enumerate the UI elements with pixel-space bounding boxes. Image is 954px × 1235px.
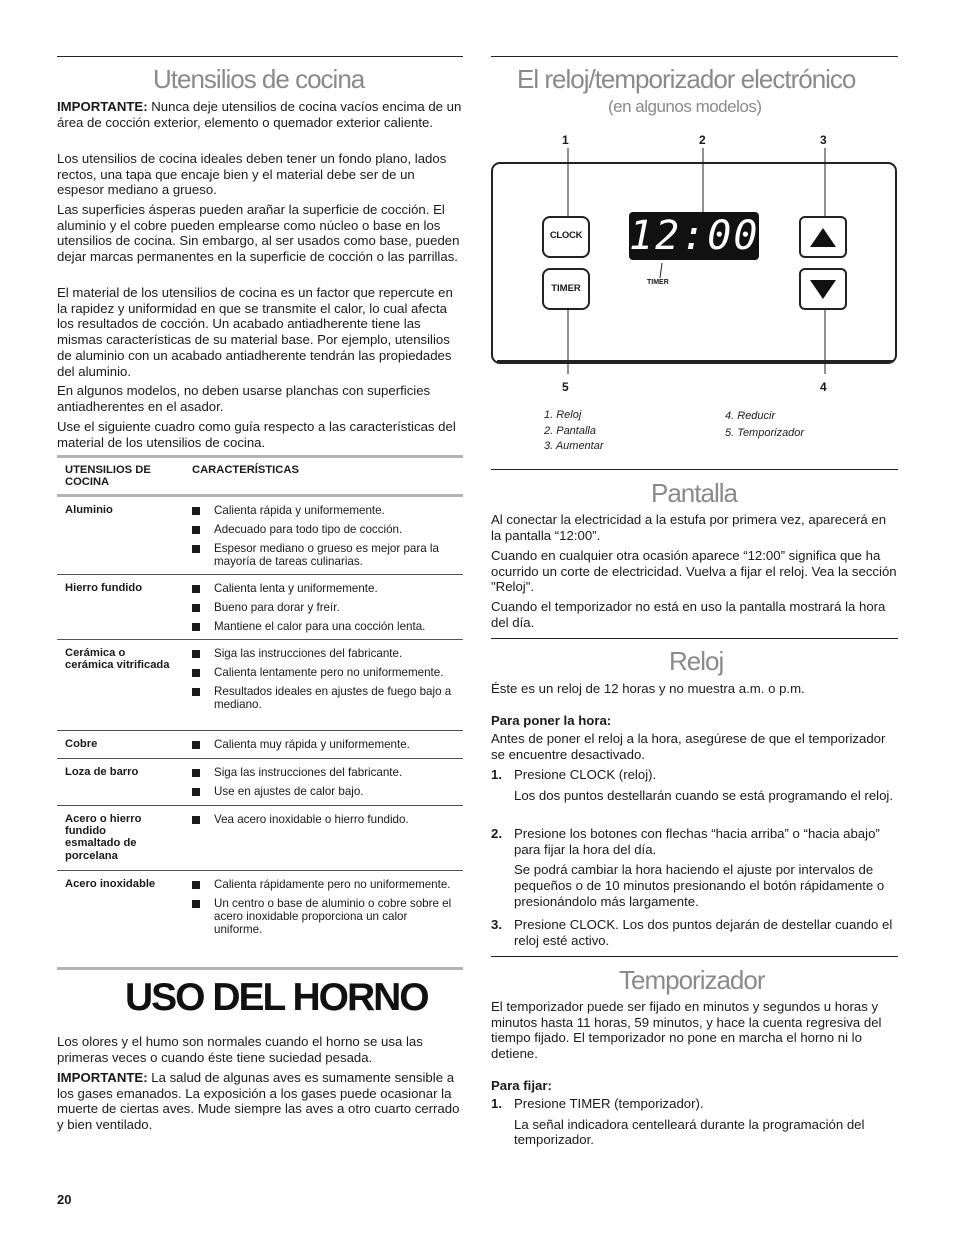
control-panel-diagram	[491, 0, 898, 470]
paragraph: El material de los utensilios de cocina es un factor que repercute en la rapidez y uniformidad en que se transmite el calor, lo cual afecta los resultados de cocción. Un acabado antiadherente tiene las mismas características de su material base. Por ejemplo, utensilios de aluminio con un acabado antiadherente tendrán las propiedades del aluminio.	[57, 285, 453, 379]
clock-button-label: CLOCK	[549, 230, 583, 241]
callout-5: 5	[562, 380, 569, 394]
display-digits: 12:00	[629, 213, 760, 259]
paragraph: En algunos modelos, no deben usarse planchas con superficies antiadherentes en el asador.	[57, 383, 431, 414]
page-section-title: USO DEL HORNO	[125, 976, 428, 1019]
subheading-poner-hora: Para poner la hora:	[491, 713, 612, 728]
paragraph: Las superficies ásperas pueden arañar la superficie de cocción. El aluminio y el cobre pueden emplearse como núcleo o base en los utensilios de cocina. Sin embargo, al ser usados como base, pueden dejar marcas permanentes en la superficie de cocción o las parrillas.	[57, 202, 460, 265]
list-item: 1. Presione CLOCK (reloj). Los dos puntos destellarán cuando se está programando el reloj.	[491, 767, 894, 803]
paragraph: Cuando en cualquier otra ocasión aparece “12:00” significa que ha ocurrido un corte de electricidad. Vuelva a fijar el reloj. Vea la sección "Reloj".	[491, 548, 897, 595]
callout-3: 3	[820, 133, 827, 147]
paragraph: Éste es un reloj de 12 horas y no muestra a.m. o p.m.	[491, 681, 805, 696]
timer-button-label: TIMER	[551, 283, 581, 294]
page-number: 20	[57, 1192, 72, 1207]
section-rule	[491, 956, 898, 957]
section-title-temporizador: Temporizador	[619, 965, 765, 995]
table-row-rule	[57, 758, 463, 759]
paragraph: Al conectar la electricidad a la estufa por primera vez, aparecerá en la pantalla “12:00”.	[491, 512, 887, 543]
table-row-rule	[57, 870, 463, 871]
section-title-pantalla: Pantalla	[651, 478, 737, 508]
table-header-material: UTENSILIOS DE COCINA	[65, 464, 151, 488]
display-caption: TIMER	[647, 279, 669, 286]
paragraph: Los olores y el humo son normales cuando el horno se usa las primeras veces o cuando éste tiene suciedad pesada.	[57, 1034, 423, 1065]
section-title-reloj-temporizador: El reloj/temporizador electrónico	[517, 64, 856, 94]
list-item: 3. Presione CLOCK. Los dos puntos dejarán de destellar cuando el reloj esté activo.	[491, 917, 893, 948]
paragraph: Cuando el temporizador no está en uso la pantalla mostrará la hora del día.	[491, 599, 886, 630]
section-title-utensilios: Utensilios de cocina	[153, 64, 365, 94]
table-header-rule	[57, 494, 463, 497]
callout-2: 2	[699, 133, 706, 147]
table-row-rule	[57, 574, 463, 575]
callout-1: 1	[562, 133, 569, 147]
table-row-rule	[57, 730, 463, 731]
list-item: 2. Presione los botones con flechas “hacia arriba” o “hacia abajo” para fijar la hora del día. Se podrá cambiar la hora haciendo el ajuste por intervalos de pequeños o de 10 minutos presionando el botón rápidamente o presionándolo más largamente.	[491, 826, 885, 909]
section-title-reloj: Reloj	[669, 646, 724, 676]
subheading-para-fijar: Para fijar:	[491, 1078, 552, 1093]
legend-right: 4. Reducir 5. Temporizador	[725, 410, 805, 439]
table-row-rule	[57, 639, 463, 640]
section-subtitle: (en algunos modelos)	[608, 97, 762, 116]
legend-left: 1. Reloj 2. Pantalla 3. Aumentar	[544, 409, 604, 452]
section-rule	[57, 56, 463, 57]
paragraph: IMPORTANTE: Nunca deje utensilios de cocina vacíos encima de un área de cocción exterior, elemento o quemador exterior caliente.	[57, 99, 462, 130]
callout-4: 4	[820, 380, 827, 394]
section-rule	[491, 469, 898, 470]
paragraph: IMPORTANTE: La salud de algunas aves es sumamente sensible a los gases emanados. La exposición a los gases puede ocasionar la muerte de ciertas aves. Mude siempre las aves a otro cuarto cerrado y bien ventilado.	[57, 1070, 460, 1133]
table-row-rule	[57, 805, 463, 806]
paragraph: Los utensilios de cocina ideales deben tener un fondo plano, lados rectos, una tapa que encaje bien y el material debe ser de un espesor mediano a grueso.	[57, 151, 447, 198]
paragraph: Antes de poner el reloj a la hora, asegúrese de que el temporizador se encuentre desactivado.	[491, 731, 886, 762]
paragraph: El temporizador puede ser fijado en minutos y segundos u horas y minutos hasta 11 horas, 59 minutos, y hace la cuenta regresiva del tiempo fijado. El temporizador no pone en marcha el horno ni lo detiene.	[491, 999, 882, 1062]
table-top-rule	[57, 455, 463, 458]
panel-outline	[492, 163, 896, 363]
section-rule	[491, 638, 898, 639]
paragraph: Use el siguiente cuadro como guía respecto a las características del material de los utensilios de cocina.	[57, 419, 456, 450]
list-item: 1. Presione TIMER (temporizador). La señal indicadora centelleará durante la programación del temporizador.	[491, 1096, 865, 1148]
table-header-features: CARACTERÍSTICAS	[192, 464, 299, 476]
section-rule	[57, 967, 463, 970]
